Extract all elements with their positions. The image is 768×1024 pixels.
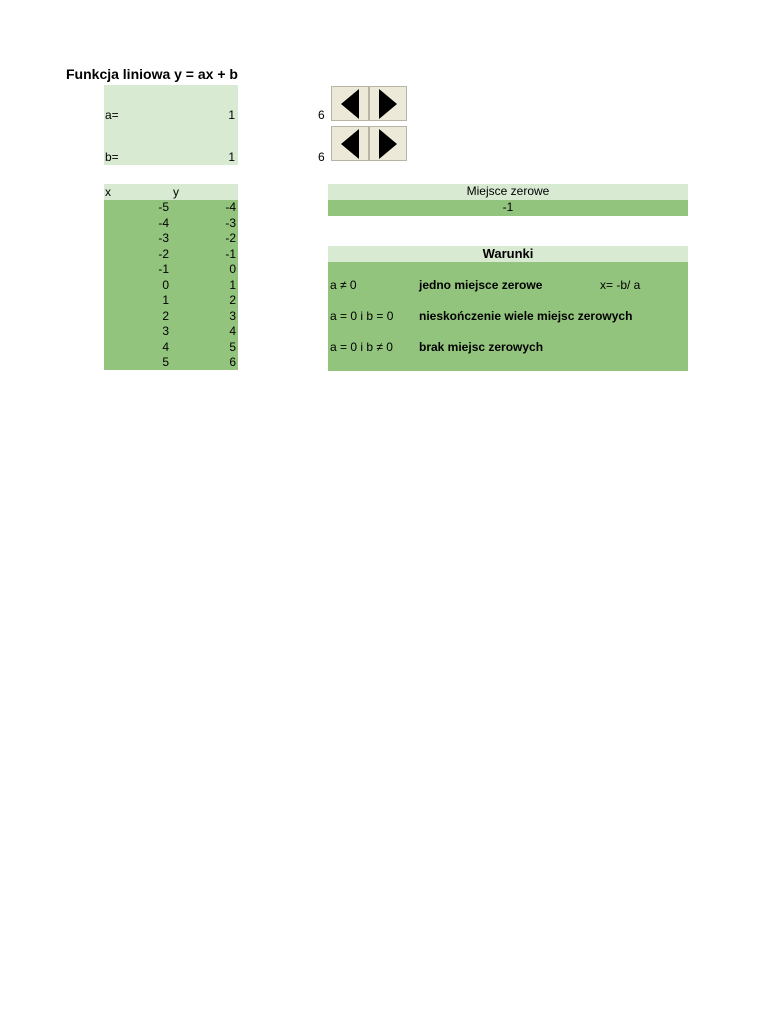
table-row (104, 293, 238, 309)
b-spinner (331, 126, 407, 161)
condition-description: jedno miejsce zerowe (419, 278, 543, 292)
arrow-left-icon (341, 89, 359, 119)
x-cell: 5 (162, 355, 169, 369)
x-cell: -4 (158, 215, 169, 230)
a-increment-button[interactable] (369, 86, 407, 121)
condition-cell: a = 0 i b ≠ 0 (330, 340, 393, 354)
table-row (104, 355, 238, 371)
b-value-cell[interactable]: 1 (228, 150, 235, 164)
conditions-header: Warunki (328, 246, 688, 262)
xy-table-body (104, 200, 238, 370)
a-value-cell[interactable]: 1 (228, 108, 235, 122)
x-cell: -2 (158, 246, 169, 261)
y-cell: -2 (225, 231, 236, 245)
y-cell: -4 (225, 200, 236, 214)
x-cell: 1 (162, 293, 169, 307)
x-cell: -5 (158, 200, 169, 214)
a-spinner (331, 86, 407, 121)
table-row (104, 278, 238, 294)
table-row (104, 340, 238, 356)
zero-point-header: Miejsce zerowe (328, 184, 688, 200)
b-increment-button[interactable] (369, 126, 407, 161)
y-cell: -3 (225, 215, 236, 230)
b-label: b= (105, 150, 119, 164)
y-cell: 6 (229, 355, 236, 369)
x-cell: -1 (158, 262, 169, 276)
x-cell: 4 (162, 339, 169, 354)
y-cell: 0 (229, 262, 236, 276)
a-spinner-value: 6 (318, 108, 325, 122)
condition-cell: a ≠ 0 (330, 278, 357, 292)
table-row (104, 262, 238, 278)
zero-point-value: -1 (328, 200, 688, 216)
y-cell: 4 (229, 324, 236, 338)
y-cell: 3 (229, 308, 236, 323)
condition-description: nieskończenie wiele miejsc zerowych (419, 309, 633, 323)
condition-formula: x= -b/ a (600, 278, 641, 292)
x-cell: 2 (162, 308, 169, 323)
table-row (104, 309, 238, 325)
y-cell: 1 (229, 277, 236, 292)
y-cell: 5 (229, 339, 236, 354)
x-cell: 0 (162, 277, 169, 292)
condition-description: brak miejsc zerowych (419, 340, 544, 354)
a-decrement-button[interactable] (331, 86, 369, 121)
table-row (104, 247, 238, 263)
table-row (104, 231, 238, 247)
xy-table-header (104, 184, 238, 200)
x-column-header: x (105, 185, 111, 199)
y-cell: -1 (225, 246, 236, 261)
arrow-right-icon (379, 129, 397, 159)
table-row (104, 216, 238, 232)
table-row (104, 324, 238, 340)
x-cell: 3 (162, 324, 169, 338)
a-label: a= (105, 108, 119, 122)
arrow-left-icon (341, 129, 359, 159)
arrow-right-icon (379, 89, 397, 119)
b-decrement-button[interactable] (331, 126, 369, 161)
x-cell: -3 (158, 231, 169, 245)
page-title: Funkcja liniowa y = ax + b (66, 66, 238, 82)
condition-cell: a = 0 i b = 0 (330, 309, 394, 323)
table-row (104, 200, 238, 216)
y-column-header: y (173, 185, 179, 199)
y-cell: 2 (229, 293, 236, 307)
b-spinner-value: 6 (318, 150, 325, 164)
